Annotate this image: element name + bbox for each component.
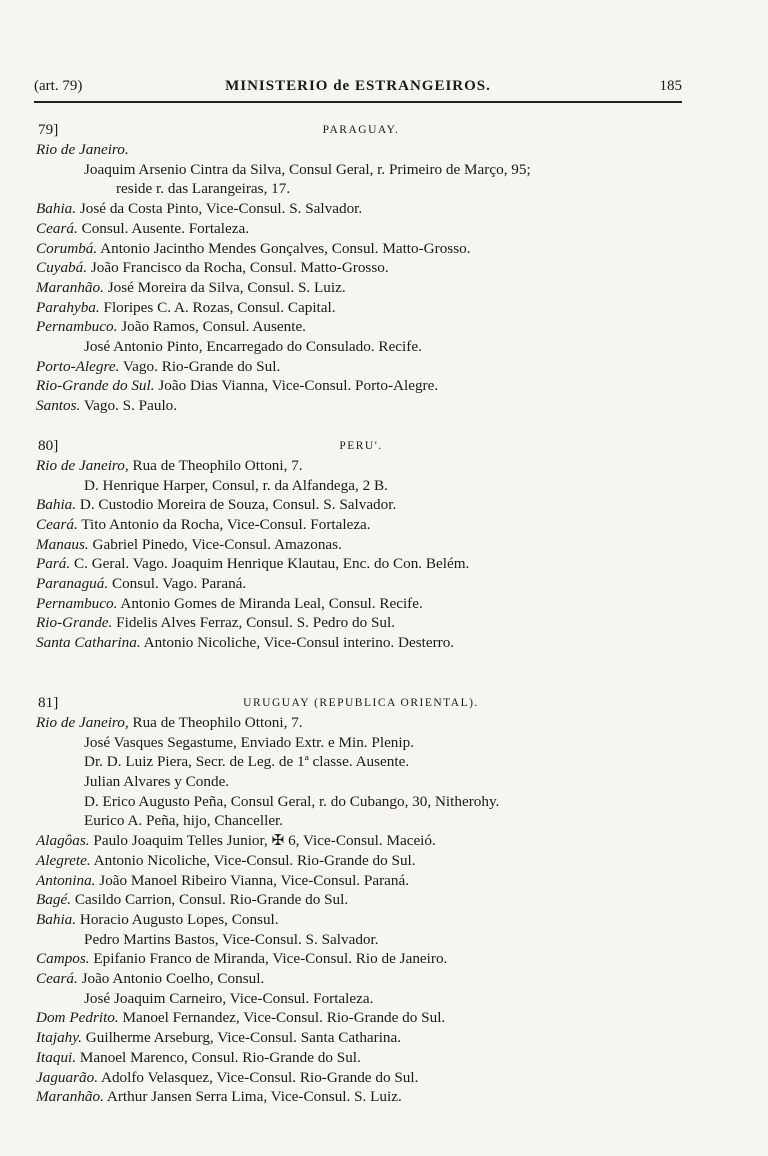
section-gap (36, 653, 686, 673)
entry-line (36, 160, 686, 180)
place-name: Santos. (36, 397, 81, 415)
entry-text: Consul. Ausente. Fortaleza. (77, 219, 250, 237)
place-name: Porto-Alegre. (36, 357, 120, 375)
entry-text: Manoel Fernandez, Vice-Consul. Rio-Grande do Sul. (118, 1009, 446, 1027)
entry-line (36, 851, 686, 871)
entry-text: Joaquim Arsenio Cintra da Silva, Consul Geral, r. Primeiro de Março, 95; (84, 160, 531, 178)
section-heading (36, 693, 686, 713)
place-name: Bahia. (36, 496, 77, 514)
section-number: 81] (38, 693, 59, 711)
header-article-ref: (art. 79) (34, 78, 83, 94)
place-name: Paranaguá. (36, 575, 109, 593)
entry-text: Floripes C. A. Rozas, Consul. Capital. (99, 298, 336, 316)
entry-text: Consul. Vago. Paraná. (108, 575, 247, 593)
entry-line (36, 949, 686, 969)
entry-text: Julian Alvares y Conde. (84, 772, 230, 790)
running-header (34, 78, 682, 98)
entry-line (36, 495, 686, 515)
entry-text: José Moreira da Silva, Consul. S. Luiz. (103, 278, 346, 296)
entry-line (36, 515, 686, 535)
entry-text: Rua de Theophilo Ottoni, 7. (128, 456, 303, 474)
entry-line (36, 199, 686, 219)
entry-text: Tito Antonio da Rocha, Vice-Consul. Fortaleza. (77, 515, 371, 533)
entry-text: Dr. D. Luiz Piera, Secr. de Leg. de 1ª classe. Ausente. (84, 753, 410, 771)
place-name: Corumbá. (36, 239, 98, 257)
section-gap (36, 416, 686, 436)
entry-text: Antonio Gomes de Miranda Leal, Consul. Recife. (117, 594, 423, 612)
entry-line (36, 574, 686, 594)
entry-text: C. Geral. Vago. Joaquim Henrique Klautau, Enc. do Con. Belém. (70, 555, 470, 573)
entry-line (36, 278, 686, 298)
place-name: Bahia. (36, 200, 77, 218)
entry-text: D. Custodio Moreira de Souza, Consul. S. Salvador. (76, 496, 397, 514)
entry-line (36, 792, 686, 812)
place-name: Antonina. (36, 871, 96, 889)
place-name: Itajahy. (36, 1029, 82, 1047)
entry-line (36, 376, 686, 396)
entry-text: Paulo Joaquim Telles Junior, ✠ 6, Vice-Consul. Maceió. (89, 832, 436, 850)
section (36, 693, 686, 1107)
entry-line (36, 357, 686, 377)
place-name: Pernambuco. (36, 594, 118, 612)
entry-text: Adolfo Velasquez, Vice-Consul. Rio-Grande do Sul. (98, 1068, 419, 1086)
entry-text: João Antonio Coelho, Consul. (77, 970, 265, 988)
entry-text: Vago. Rio-Grande do Sul. (119, 357, 281, 375)
entry-text: João Manoel Ribeiro Vianna, Vice-Consul. Paraná. (95, 871, 410, 889)
entry-text: João Dias Vianna, Vice-Consul. Porto-Alegre. (154, 377, 439, 395)
entry-text: Gabriel Pinedo, Vice-Consul. Amazonas. (88, 535, 342, 553)
place-name: Ceará. (36, 219, 78, 237)
entry-text: D. Henrique Harper, Consul, r. da Alfandega, 2 B. (84, 476, 388, 494)
entry-line (36, 456, 686, 476)
header-rule (34, 101, 682, 103)
section (36, 120, 686, 416)
entry-line (36, 831, 686, 851)
entry-text: reside r. das Larangeiras, 17. (116, 180, 291, 198)
entry-text: José Joaquim Carneiro, Vice-Consul. Fortaleza. (84, 989, 374, 1007)
place-name: Itaqui. (36, 1048, 77, 1066)
entry-line (36, 752, 686, 772)
section-gap (36, 673, 686, 693)
entry-line (36, 772, 686, 792)
place-name: Ceará. (36, 970, 78, 988)
place-name: Bagé. (36, 891, 72, 909)
header-title: MINISTERIO de ESTRANGEIROS. (225, 78, 491, 94)
place-name: Ceará. (36, 515, 78, 533)
entry-text: João Francisco da Rocha, Consul. Matto-Grosso. (87, 259, 389, 277)
place-name: Campos. (36, 950, 90, 968)
entry-line (36, 476, 686, 496)
page-number: 185 (659, 78, 682, 94)
section-heading (36, 120, 686, 140)
place-name: Alegrete. (36, 851, 91, 869)
entry-text: Horacio Augusto Lopes, Consul. (76, 910, 279, 928)
entry-line (36, 969, 686, 989)
entry-line (36, 535, 686, 555)
entry-line (36, 633, 686, 653)
section-heading (36, 436, 686, 456)
entry-text: João Ramos, Consul. Ausente. (117, 318, 306, 336)
entry-line (36, 1068, 686, 1088)
entry-line (36, 811, 686, 831)
entry-line (36, 1008, 686, 1028)
entry-text: D. Erico Augusto Peña, Consul Geral, r. do Cubango, 30, Nitherohy. (84, 792, 500, 810)
place-name: Cuyabá. (36, 259, 88, 277)
place-name: Parahyba. (36, 298, 100, 316)
entry-line (36, 554, 686, 574)
entry-line (36, 396, 686, 416)
entry-text: Manoel Marenco, Consul. Rio-Grande do Sul. (76, 1048, 361, 1066)
entry-line (36, 1048, 686, 1068)
place-name: Pernambuco. (36, 318, 118, 336)
entry-line (36, 989, 686, 1009)
entry-text: José Vasques Segastume, Enviado Extr. e Min. Plenip. (84, 733, 415, 751)
entry-line (36, 613, 686, 633)
entry-text: Vago. S. Paulo. (80, 397, 178, 415)
entry-text: José Antonio Pinto, Encarregado do Consulado. Recife. (84, 338, 422, 356)
entry-line (36, 1028, 686, 1048)
entry-line (36, 594, 686, 614)
entry-line (36, 219, 686, 239)
section-number: 79] (38, 121, 59, 138)
place-name: Rio-Grande do Sul. (36, 377, 155, 395)
entry-text: Eurico A. Peña, hijo, Chanceller. (84, 812, 284, 830)
entry-line (36, 179, 686, 199)
entry-line (36, 258, 686, 278)
place-name: Rio de Janeiro, (36, 713, 129, 731)
place-name: Jaguarão. (36, 1068, 99, 1086)
section (36, 436, 686, 653)
place-name: Santa Catharina. (36, 634, 141, 652)
place-name: Alagôas. (36, 832, 90, 850)
entry-line (36, 317, 686, 337)
section-number: 80] (38, 436, 59, 454)
entry-line (36, 713, 686, 733)
entry-line (36, 140, 686, 160)
place-name: Pará. (36, 555, 71, 573)
place-name: Bahia. (36, 910, 77, 928)
place-name: Manaus. (36, 535, 89, 553)
place-name: Rio de Janeiro. (36, 141, 129, 158)
section-country-title: PARAGUAY. (322, 124, 400, 136)
entry-text: Rua de Theophilo Ottoni, 7. (128, 713, 303, 731)
entry-line (36, 871, 686, 891)
entry-line (36, 1087, 686, 1107)
entry-text: Guilherme Arseburg, Vice-Consul. Santa Catharina. (81, 1029, 402, 1047)
entry-line (36, 239, 686, 259)
entry-text: Arthur Jansen Serra Lima, Vice-Consul. S. Luiz. (103, 1088, 402, 1106)
place-name: Rio de Janeiro, (36, 456, 129, 474)
entry-text: Antonio Jacintho Mendes Gonçalves, Consul. Matto-Grosso. (97, 239, 471, 257)
entry-line (36, 890, 686, 910)
section-country-title: PERU'. (339, 439, 383, 452)
entry-text: Casildo Carrion, Consul. Rio-Grande do Sul. (71, 891, 349, 909)
document-body (36, 120, 686, 1107)
place-name: Maranhão. (36, 1088, 104, 1106)
section-country-title: URUGUAY (REPUBLICA ORIENTAL). (243, 696, 479, 709)
entry-line (36, 337, 686, 357)
place-name: Dom Pedrito. (36, 1009, 119, 1027)
entry-line (36, 733, 686, 753)
entry-text: Antonio Nicoliche, Vice-Consul. Rio-Grande do Sul. (90, 851, 416, 869)
entry-line (36, 930, 686, 950)
place-name: Maranhão. (36, 278, 104, 296)
entry-text: Pedro Martins Bastos, Vice-Consul. S. Salvador. (84, 930, 379, 948)
entry-line (36, 910, 686, 930)
entry-text: Antonio Nicoliche, Vice-Consul interino. Desterro. (140, 634, 455, 652)
entry-text: Fidelis Alves Ferraz, Consul. S. Pedro do Sul. (112, 614, 396, 632)
place-name: Rio-Grande. (36, 614, 113, 632)
entry-text: Epifanio Franco de Miranda, Vice-Consul. Rio de Janeiro. (89, 950, 448, 968)
entry-text: José da Costa Pinto, Vice-Consul. S. Salvador. (76, 200, 363, 218)
entry-line (36, 298, 686, 318)
